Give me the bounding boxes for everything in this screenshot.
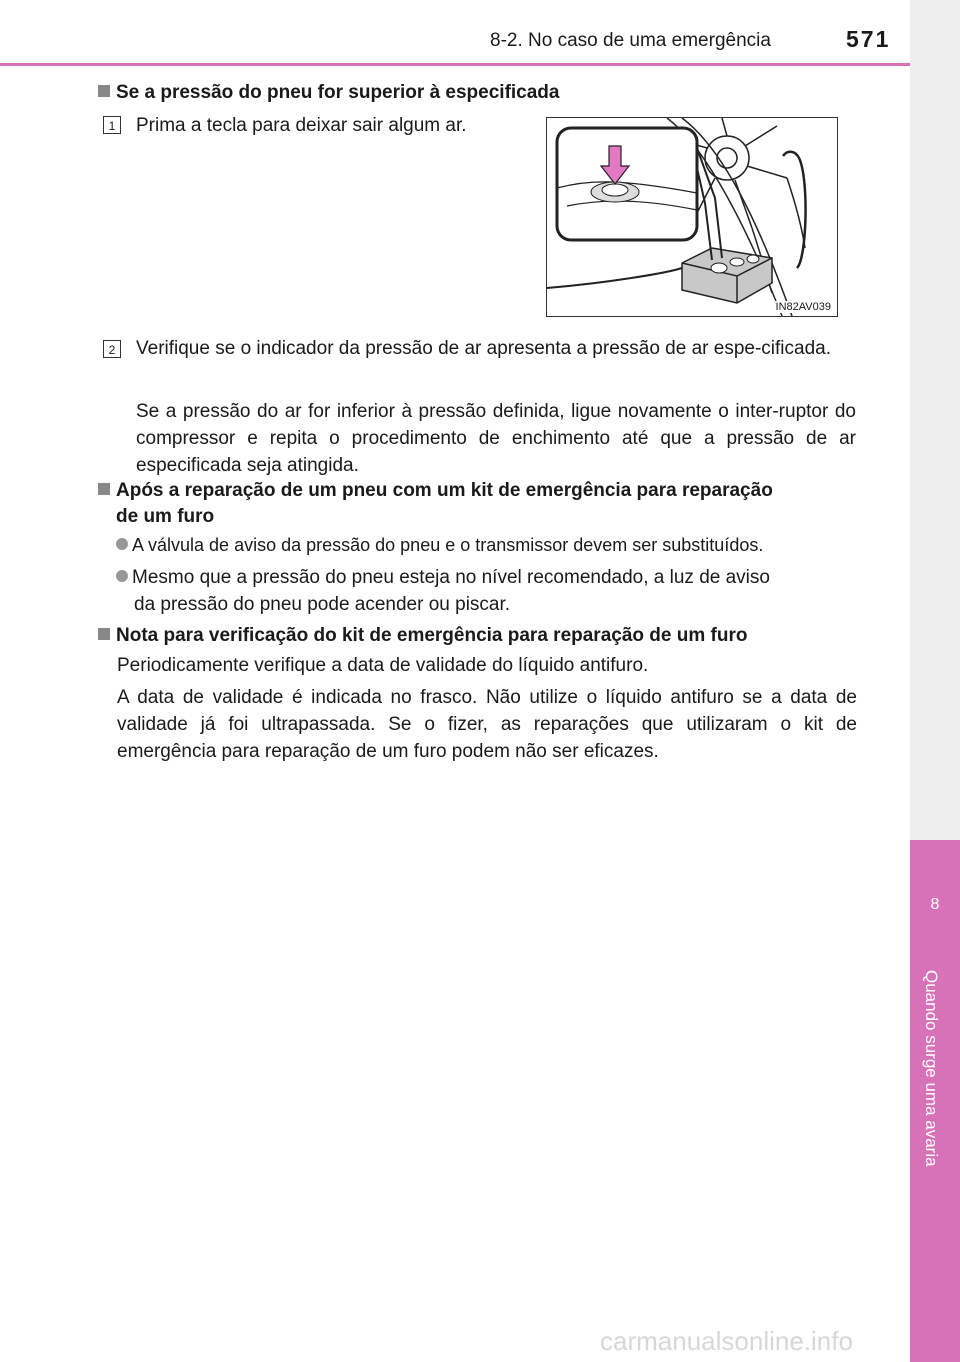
watermark: carmanualsonline.info xyxy=(600,1326,853,1356)
bullet-dot-icon xyxy=(116,538,128,550)
step2-note: Se a pressão do ar for inferior à pressão definida, ligue novamente o inter-ruptor do compressor e repita o procedimento de enchimento até que a pressão de ar especificada seja atingida. xyxy=(136,401,856,476)
square-bullet-icon xyxy=(98,628,110,640)
bullet-text: Mesmo que a pressão do pneu esteja no nível recomendado, a luz de aviso xyxy=(132,567,770,588)
chapter-number: 8 xyxy=(930,896,940,913)
heading-text-cont: de um furo xyxy=(116,506,215,527)
square-bullet-icon xyxy=(98,85,110,97)
side-tab-background xyxy=(910,0,960,840)
heading-text: Após a reparação de um pneu com um kit de emergência para reparação xyxy=(116,480,773,501)
bullet-text: A válvula de aviso da pressão do pneu e o transmissor devem ser substituídos. xyxy=(132,535,764,555)
page-number: 571 xyxy=(846,26,891,52)
bullet-text-cont: da pressão do pneu pode acender ou piscar. xyxy=(134,594,511,615)
heading-kit-check xyxy=(98,623,747,649)
chapter-title: Quando surge uma avaria xyxy=(922,970,941,1167)
heading-after-repair xyxy=(98,478,868,530)
step-badge-1: 1 xyxy=(103,116,121,134)
compressor-illustration xyxy=(546,117,838,317)
step2-text: Verifique se o indicador da pressão de ar apresenta a pressão de ar espe-cificada. xyxy=(136,338,831,359)
figure-code: IN82AV039 xyxy=(775,301,831,313)
bullet-dot-icon xyxy=(116,570,128,582)
header-divider xyxy=(0,63,910,66)
section-title: 8-2. No caso de uma emergência xyxy=(490,30,771,51)
heading-text: Nota para verificação do kit de emergência para reparação de um furo xyxy=(116,625,748,646)
tire-compressor-icon xyxy=(547,118,837,316)
list-item xyxy=(116,564,862,618)
square-bullet-icon xyxy=(98,483,110,495)
heading-pressure-high xyxy=(98,80,560,106)
list-item xyxy=(116,532,862,558)
step-badge-2: 2 xyxy=(103,340,121,358)
step1-text: Prima a tecla para deixar sair algum ar. xyxy=(136,115,467,136)
heading-text: Se a pressão do pneu for superior à especificada xyxy=(116,82,560,103)
kit-check-text-1: Periodicamente verifique a data de validade do líquido antifuro. xyxy=(117,655,649,676)
kit-check-text-2: A data de validade é indicada no frasco. Não utilize o líquido antifuro se a data de validade já foi ultrapassada. Se o fizer, as reparações que utilizaram o kit de emergência para reparação de um furo podem não ser eficazes. xyxy=(117,687,857,762)
